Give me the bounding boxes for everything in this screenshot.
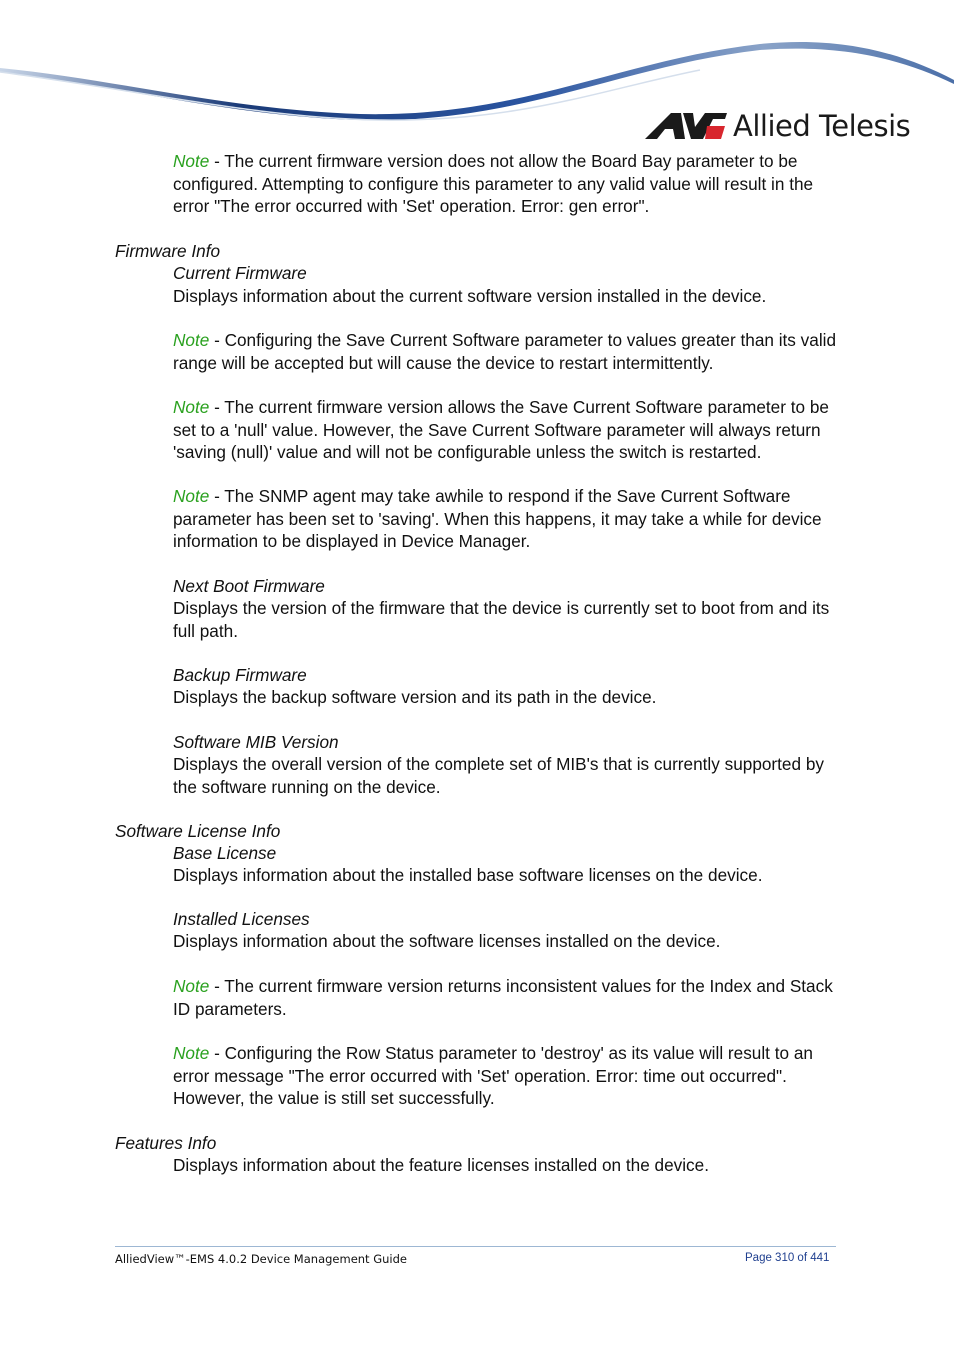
note-save-null: Note - The current firmware version allows the Save Current Software parameter to be set to a 'null' value. However, the Save Current Software parameter will always return 'saving (null)' value and will not be configurable unless the switch is restarted. [173,397,829,463]
subheading-base-license: Base License [173,843,277,863]
brand-name: Allied Telesis [733,109,911,143]
note-label: Note [173,976,210,996]
note-row-status: Note - Configuring the Row Status parameter to 'destroy' as its value will result to an error message "The error occurred with 'Set' operation. Error: time out occurred". However, the value is still set successfully. [173,1043,813,1109]
subheading-current-firmware: Current Firmware [173,263,307,283]
allied-telesis-logo-icon [645,112,727,140]
desc-software-mib-version: Displays the overall version of the complete set of MIB's that is currently supported by the software running on the device. [173,754,824,797]
subheading-installed-licenses: Installed Licenses [173,909,310,929]
desc-current-firmware: Displays information about the current software version installed in the device. [173,286,767,306]
note-save-range: Note - Configuring the Save Current Software parameter to values greater than its valid range will be accepted but will cause the device to restart intermittently. [173,330,837,373]
note-board-bay: Note - The current firmware version does not allow the Board Bay parameter to be configured. Attempting to configure this parameter to any valid value will result in the error "The error occurred with 'Set' operation. Error: gen error". [173,151,814,217]
section-heading-features-info: Features Info [115,1133,217,1153]
note-label: Note [173,486,210,506]
note-label: Note [173,151,210,171]
section-heading-software-license-info: Software License Info [115,821,281,841]
note-index-stack: Note - The current firmware version returns inconsistent values for the Index and Stack ID parameters. [173,976,833,1019]
subheading-software-mib-version: Software MIB Version [173,732,339,752]
brand-logo [645,108,910,144]
desc-features-info: Displays information about the feature licenses installed on the device. [173,1155,709,1175]
note-snmp-agent: Note - The SNMP agent may take awhile to respond if the Save Current Software parameter has been set to 'saving'. When this happens, it may take a while for device information to be displayed in Device Manager. [173,486,822,552]
footer-page-number: Page 310 of 441 [745,1252,830,1264]
note-label: Note [173,1043,210,1063]
desc-next-boot-firmware: Displays the version of the firmware that the device is currently set to boot from and its full path. [173,598,830,641]
note-label: Note [173,330,210,350]
subheading-next-boot-firmware: Next Boot Firmware [173,576,325,596]
subheading-backup-firmware: Backup Firmware [173,665,307,685]
desc-base-license: Displays information about the installed base software licenses on the device. [173,865,763,885]
section-heading-firmware-info: Firmware Info [115,241,221,261]
desc-installed-licenses: Displays information about the software licenses installed on the device. [173,931,721,951]
desc-backup-firmware: Displays the backup software version and its path in the device. [173,687,657,707]
footer-document-title: AlliedView™-EMS 4.0.2 Device Management Guide [115,1252,407,1266]
footer-divider [115,1246,836,1247]
note-label: Note [173,397,210,417]
